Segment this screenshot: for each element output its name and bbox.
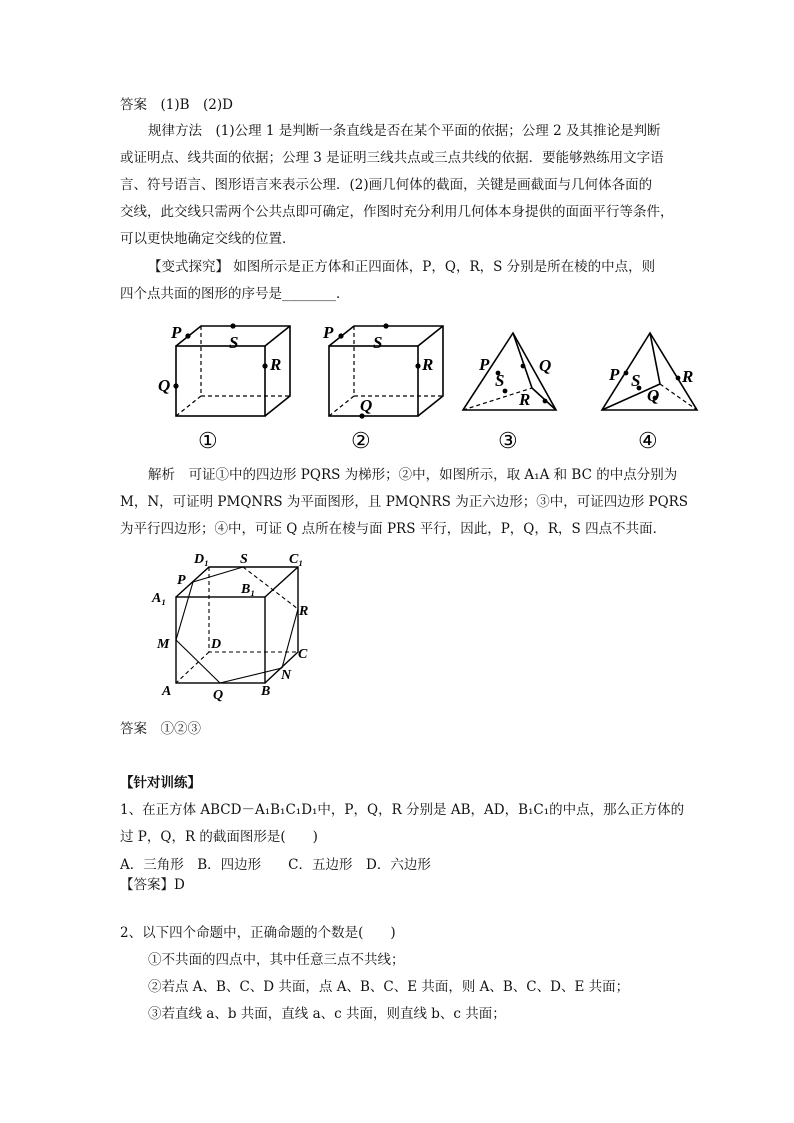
training-title: 【针对训练】 bbox=[120, 775, 201, 791]
cube-label-b: B bbox=[261, 684, 271, 699]
answer-line-1: 答案 (1)B (2)D bbox=[120, 97, 233, 113]
cube-label-c: C bbox=[298, 647, 308, 662]
fig3-label-r: R bbox=[519, 390, 531, 409]
cube-label-a1: A₁ bbox=[152, 591, 167, 606]
q2-item-1: ①不共面的四点中，其中任意三点不共线； bbox=[148, 952, 405, 968]
answer-line-2: 答案 ①②③ bbox=[120, 721, 201, 737]
fig4-label-r: R bbox=[682, 367, 694, 386]
cube-label-d: D bbox=[211, 637, 222, 652]
fig3-label-s: S bbox=[495, 371, 505, 390]
figure-number-1: ① bbox=[198, 428, 218, 453]
method-line-3: 言、符号语言、图形语言来表示公理．(2)画几何体的截面，关键是画截面与几何体各面的 bbox=[120, 177, 653, 193]
q2-item-3: ③若直线 a、b 共面，直线 a、c 共面，则直线 b、c 共面； bbox=[148, 1006, 506, 1022]
cube-label-c1: C₁ bbox=[289, 552, 304, 567]
figure-number-3: ③ bbox=[498, 428, 518, 453]
cube-label-d1: D₁ bbox=[194, 552, 209, 567]
figure-number-2: ② bbox=[351, 428, 371, 453]
cube-label-p: P bbox=[177, 573, 186, 588]
q2-item-2: ②若点 A、B、C、D 共面，点 A、B、C、E 共面，则 A、B、C、D、E 共面； bbox=[148, 979, 630, 995]
method-line-1: 规律方法 (1)公理 1 是判断一条直线是否在某个平面的依据；公理 2 及其推论是判断 bbox=[148, 123, 661, 139]
fig2-label-s: S bbox=[373, 333, 383, 352]
fig4-label-s: S bbox=[631, 371, 641, 390]
q1-line-1: 1、在正方体 ABCD－A₁B₁C₁D₁中，P，Q，R 分别是 AB，AD，B₁C₁的中点，那么正方体的 bbox=[120, 802, 685, 818]
fig4-label-q: Q bbox=[647, 386, 660, 405]
hexagon-section-figure bbox=[0, 545, 794, 705]
cube-label-m: M bbox=[157, 637, 170, 652]
fig1-label-p: P bbox=[171, 323, 182, 342]
method-line-2: 或证明点、线共面的依据；公理 3 是证明三线共点或三点共线的依据．要能够熟练用文字语 bbox=[120, 150, 664, 166]
fig2-label-r: R bbox=[422, 355, 434, 374]
cube-label-s: S bbox=[240, 552, 248, 567]
fig3-label-p: P bbox=[479, 355, 490, 374]
cube-label-r: R bbox=[299, 604, 309, 619]
variant-line-1: 【变式探究】 如图所示是正方体和正四面体，P，Q，R，S 分别是所在棱的中点，则 bbox=[148, 259, 656, 275]
fig2-label-p: P bbox=[323, 323, 334, 342]
figure-number-4: ④ bbox=[638, 428, 658, 453]
cube-label-q: Q bbox=[213, 688, 224, 703]
variant-line-2: 四个点共面的图形的序号是________． bbox=[120, 286, 350, 302]
variant-figures bbox=[0, 310, 794, 460]
fig4-label-p: P bbox=[609, 365, 620, 384]
fig2-label-q: Q bbox=[360, 396, 373, 415]
analysis-line-2: M，N，可证明 PMQNRS 为平面图形，且 PMQNRS 为正六边形；③中，可证四边形 PQRS bbox=[120, 494, 689, 510]
q1-answer: 【答案】D bbox=[120, 877, 185, 893]
analysis-line-1: 解析 可证①中的四边形 PQRS 为梯形；②中，如图所示，取 A₁A 和 BC 的中点分别为 bbox=[148, 467, 678, 483]
fig1-label-s: S bbox=[229, 333, 239, 352]
fig1-label-r: R bbox=[270, 355, 282, 374]
fig3-label-q: Q bbox=[539, 356, 552, 375]
q1-line-2: 过 P，Q，R 的截面图形是( ) bbox=[120, 829, 318, 845]
cube-label-b1: B₁ bbox=[241, 582, 256, 597]
q2-line: 2、以下四个命题中，正确命题的个数是( ) bbox=[120, 925, 396, 941]
method-line-4: 交线，此交线只需两个公共点即可确定，作图时充分利用几何体本身提供的面面平行等条件， bbox=[120, 204, 674, 220]
cube-label-n: N bbox=[281, 668, 292, 683]
method-line-5: 可以更快地确定交线的位置． bbox=[120, 231, 296, 247]
cube-label-a: A bbox=[162, 684, 172, 699]
analysis-line-3: 为平行四边形；④中，可证 Q 点所在棱与面 PRS 平行，因此，P，Q，R，S 四点不共面． bbox=[120, 521, 667, 537]
q1-options: A．三角形 B．四边形 C．五边形 D．六边形 bbox=[120, 857, 431, 873]
fig1-label-q: Q bbox=[158, 376, 171, 395]
